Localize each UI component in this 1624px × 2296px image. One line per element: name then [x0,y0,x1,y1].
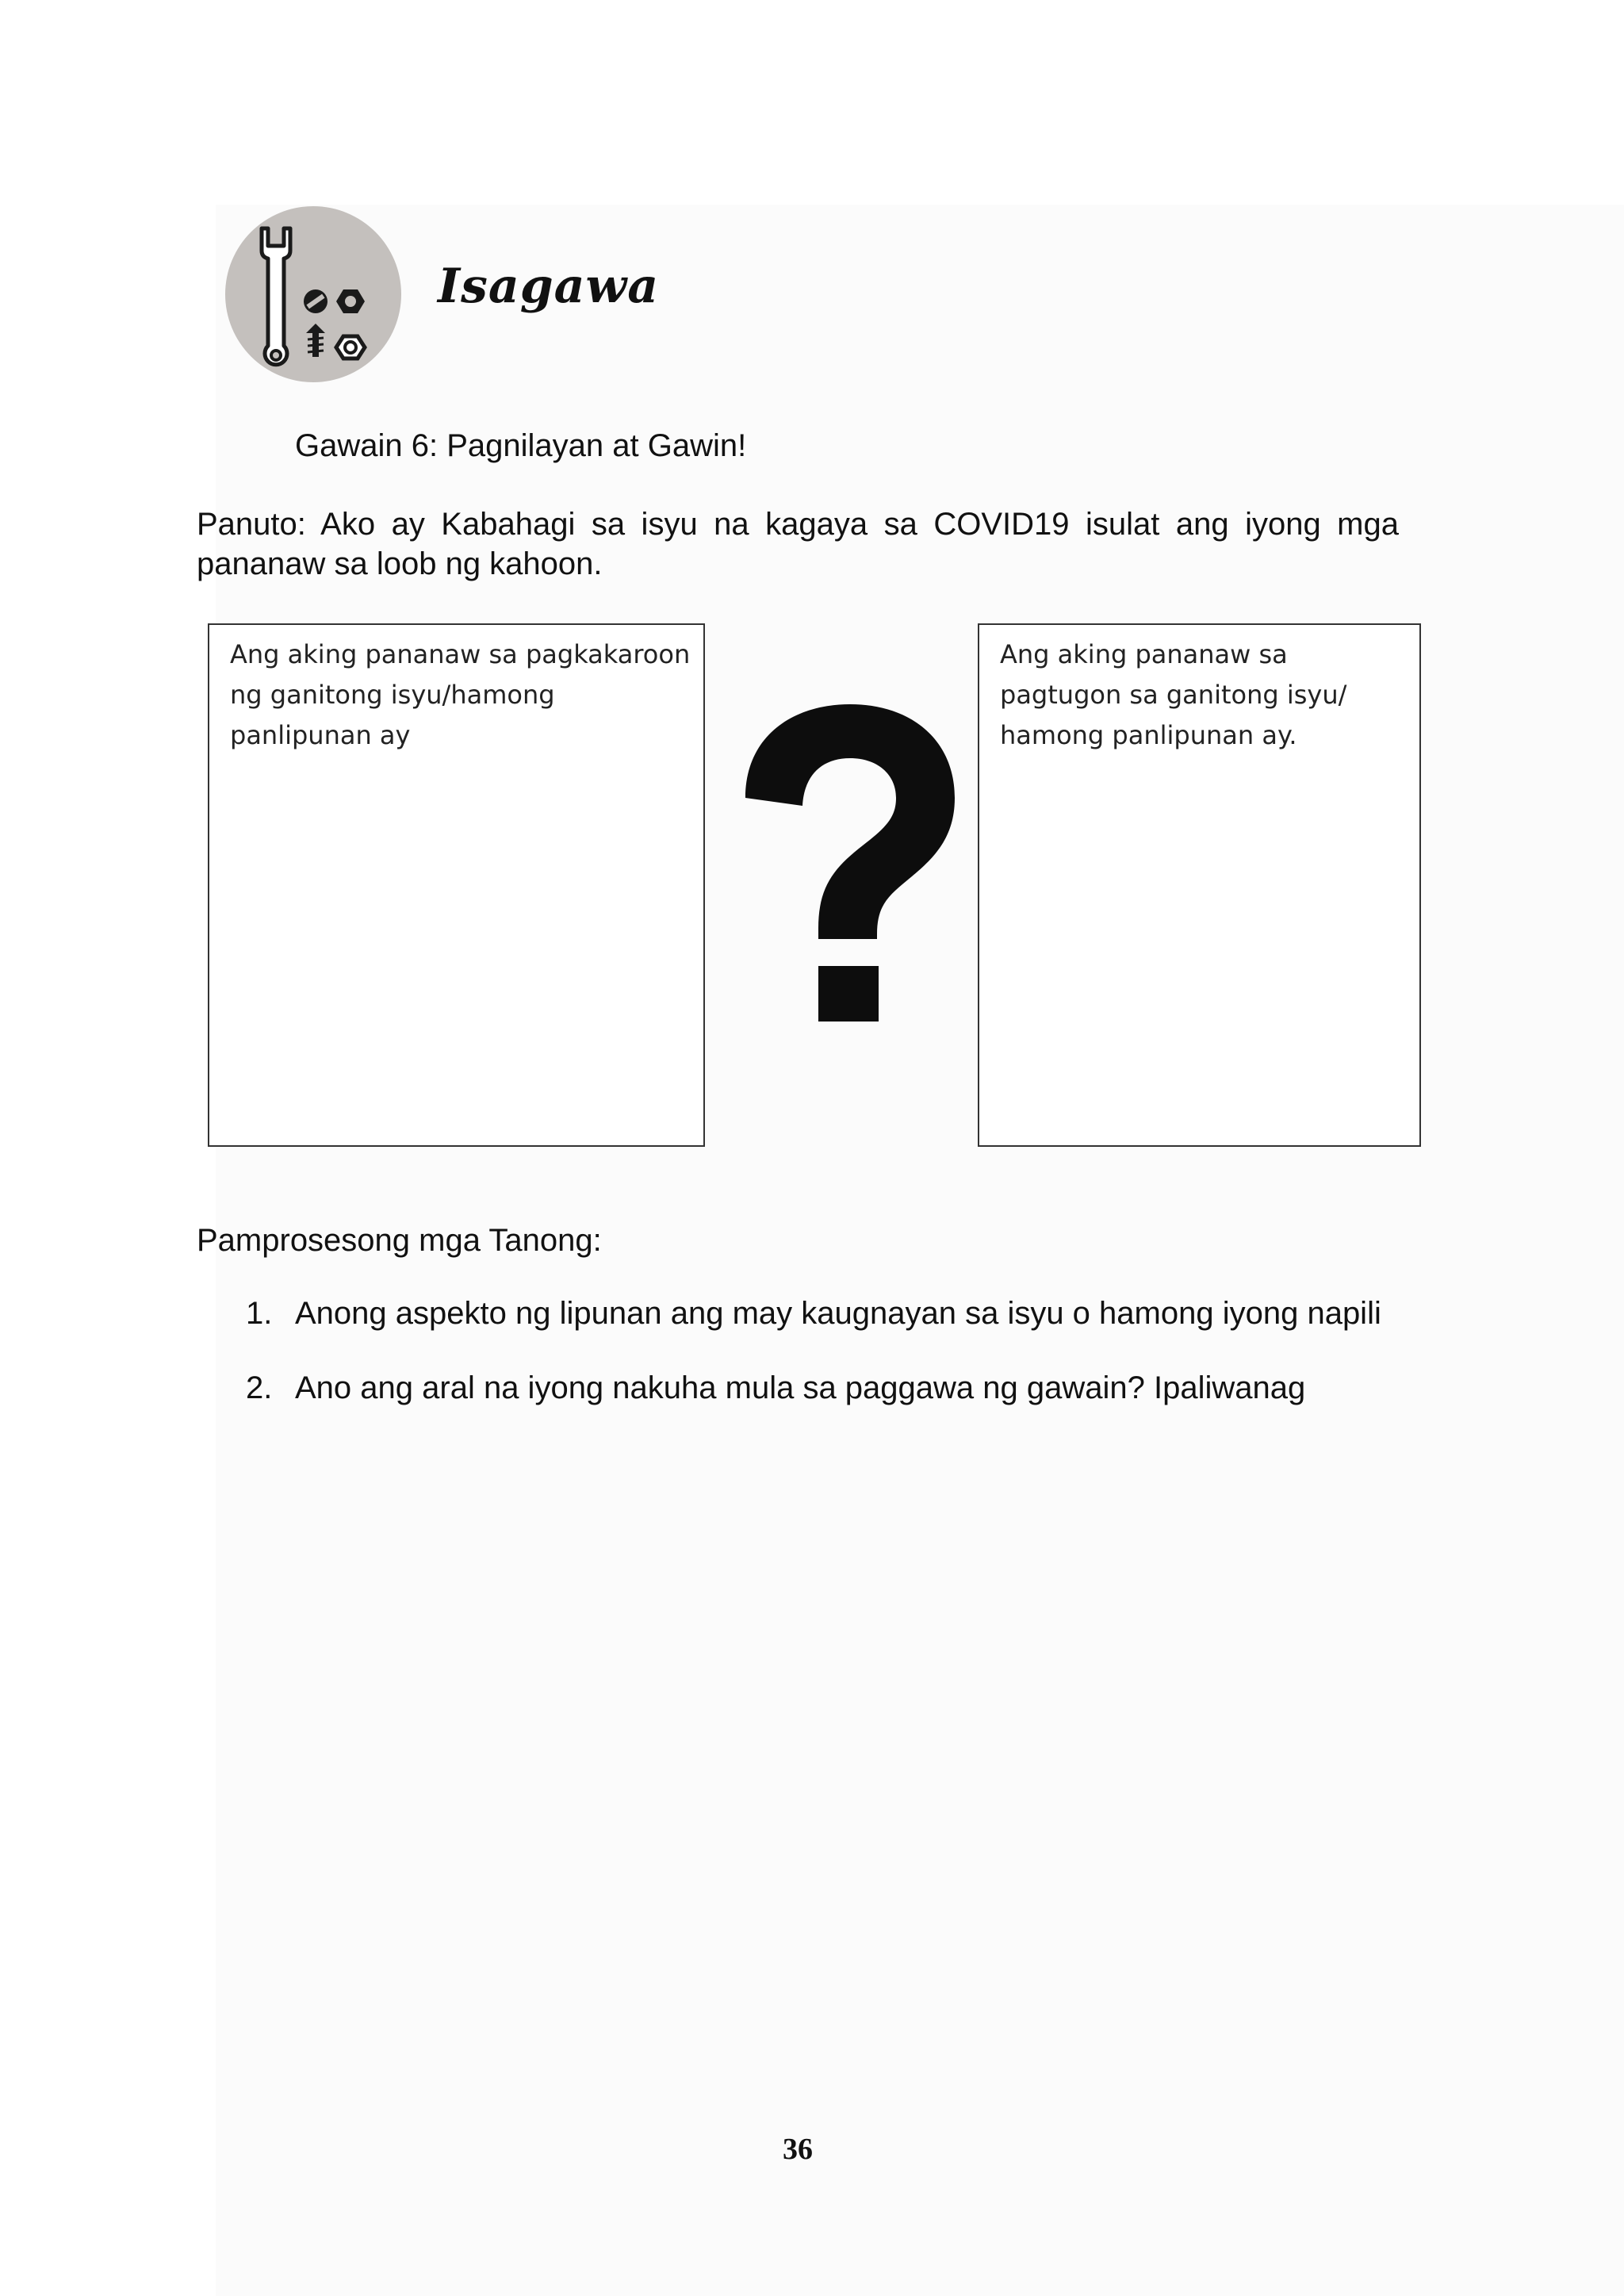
activity-title: Gawain 6: Pagnilayan at Gawin! [295,428,747,463]
processing-questions-list [238,1296,1381,1445]
answer-box-left-label: Ang aking pananaw sa pagkakaroon ng ganitong isyu/hamong panlipunan ay [230,639,691,750]
instructions-text: Panuto: Ako ay Kabahagi sa isyu na kagaya sa COVID19 isulat ang iyong mga pananaw sa loob ng kahoon. [197,507,1399,581]
answer-box-left[interactable] [208,623,705,1147]
question-number: 2. [246,1370,273,1405]
section-title: Isagawa [438,259,660,314]
question-text: Ano ang aral na iyong nakuha mula sa paggawa ng gawain? Ipaliwanag [295,1370,1306,1405]
processing-questions-heading: Pamprosesong mga Tanong: [197,1223,602,1258]
question-text: Anong aspekto ng lipunan ang may kaugnayan sa isyu o hamong iyong napili [295,1296,1381,1331]
page-number: 36 [783,2133,813,2166]
question-mark-icon [737,704,963,1022]
wrench-and-bolts-icon [224,205,403,384]
answer-box-right-label: Ang aking pananaw sa pagtugon sa ganitong isyu/ hamong panlipunan ay. [1000,639,1347,750]
list-item [238,1296,1381,1370]
list-item [238,1370,1381,1445]
question-number: 1. [246,1296,273,1331]
answer-box-right[interactable] [978,623,1421,1147]
